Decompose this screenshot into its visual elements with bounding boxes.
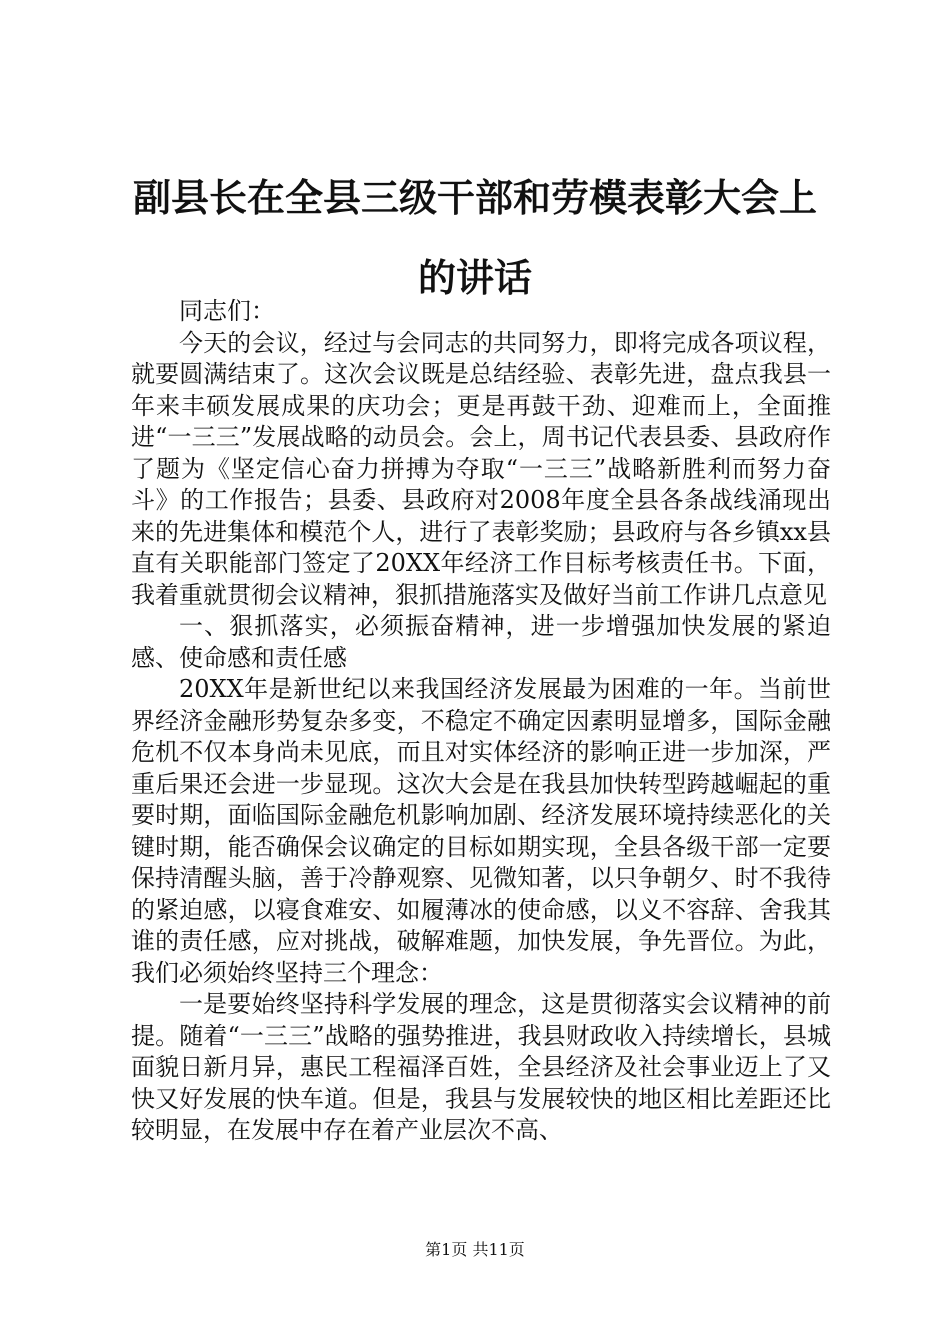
page-footer: 第1页 共11页 [425,1240,525,1259]
document-body [131,296,831,1147]
paragraph: 20XX年是新世纪以来我国经济发展最为困难的一年。当前世界经济金融形势复杂多变，不稳定不确定因素明显增多，国际金融危机不仅本身尚未见底，而且对实体经济的影响正进一步加深，严重后果还会进一步显现。这次大会是在我县加快转型跨越崛起的重要时期，面临国际金融危机影响加剧、经济发展环境持续恶化的关键时期，能否确保会议确定的目标如期实现，全县各级干部一定要保持清醒头脑，善于冷静观察、见微知著，以只争朝夕、时不我待的紧迫感，以寝食难安、如履薄冰的使命感，以义不容辞、舍我其谁的责任感，应对挑战，破解难题，加快发展，争先晋位。为此，我们必须始终坚持三个理念： [131,675,831,987]
greeting: 同志们： [179,297,275,325]
paragraph: 一是要始终坚持科学发展的理念，这是贯彻落实会议精神的前提。随着“一三三”战略的强势推进，我县财政收入持续增长，县城面貌日新月异，惠民工程福泽百姓，全县经济及社会事业迈上了又快又好发展的快车道。但是，我县与发展较快的地区相比差距还比较明显，在发展中存在着产业层次不高、 [131,990,831,1144]
paragraph: 今天的会议，经过与会同志的共同努力，即将完成各项议程，就要圆满结束了。这次会议既是总结经验、表彰先进，盘点我县一年来丰硕发展成果的庆功会；更是再鼓干劲、迎难而上，全面推进“一三三”发展战略的动员会。会上，周书记代表县委、县政府作了题为《坚定信心奋力拼搏为夺取“一三三”战略新胜利而努力奋斗》的工作报告；县委、县政府对2008年度全县各条战线涌现出来的先进集体和模范个人，进行了表彰奖励；县政府与各乡镇xx县直有关职能部门签定了20XX年经济工作目标考核责任书。下面，我着重就贯彻会议精神，狠抓措施落实及做好当前工作讲几点意见 [131,328,831,609]
document-title: 副县长在全县三级干部和劳模表彰大会上的讲话 [132,175,817,300]
section-heading: 一、狠抓落实，必须振奋精神，进一步增强加快发展的紧迫感、使命感和责任感 [131,612,831,672]
